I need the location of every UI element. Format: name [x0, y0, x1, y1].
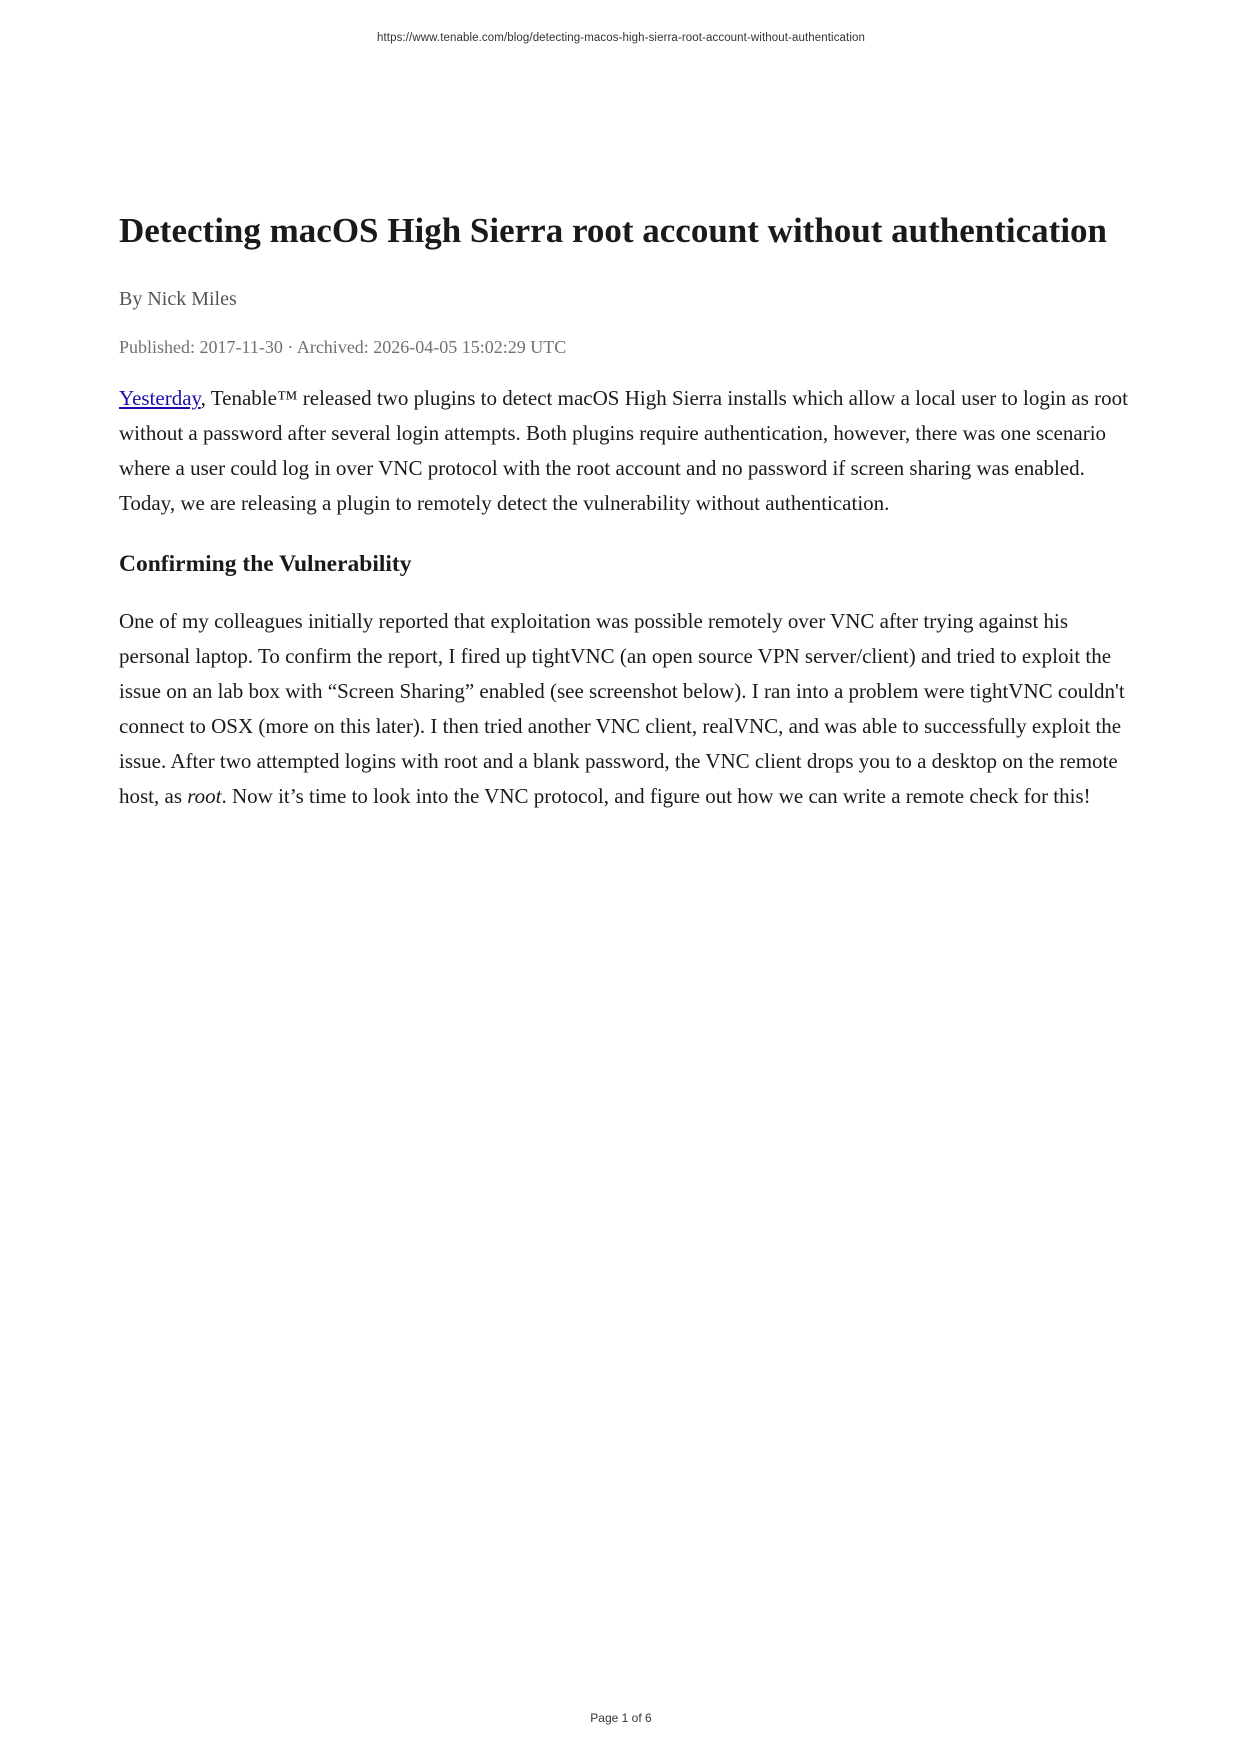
section-paragraph — [119, 604, 1129, 814]
publish-meta: Published: 2017-11-30 · Archived: 2026-04-05 15:02:29 UTC — [119, 337, 567, 357]
intro-paragraph — [119, 381, 1129, 521]
section-heading: Confirming the Vulnerability — [119, 551, 412, 578]
root-emphasis: root — [187, 783, 222, 808]
section-text-before: One of my colleagues initially reported that exploitation was possible remotely over VNC after trying against his personal laptop. To confirm the report, I fired up tightVNC (an open source VPN server/client) and tried to exploit the issue on an lab box with “Screen Sharing” enabled (see screenshot below). I ran into a problem were tightVNC couldn't connect to OSX (more on this later). I then tried another VNC client, realVNC, and was able to successfully exploit the issue. After two attempted logins with root and a blank password, the VNC client drops you to a desktop on the remote host, as — [119, 608, 1125, 808]
section-text-after: . Now it’s time to look into the VNC protocol, and figure out how we can write a remote check for this! — [221, 783, 1091, 808]
article — [119, 210, 1129, 814]
article-title: Detecting macOS High Sierra root account without authentication — [119, 211, 1108, 250]
yesterday-link[interactable]: Yesterday — [119, 386, 201, 411]
author-byline: By Nick Miles — [119, 288, 237, 310]
page-url: https://www.tenable.com/blog/detecting-macos-high-sierra-root-account-without-authentication — [377, 32, 865, 44]
page-number: Page 1 of 6 — [590, 1711, 652, 1725]
intro-text: , Tenable™ released two plugins to detect macOS High Sierra installs which allow a local user to login as root without a password after several login attempts. Both plugins require authentication, however, there was one scenario where a user could log in over VNC protocol with the root account and no password if screen sharing was enabled. Today, we are releasing a plugin to remotely detect the vulnerability without authentication. — [119, 386, 1129, 516]
